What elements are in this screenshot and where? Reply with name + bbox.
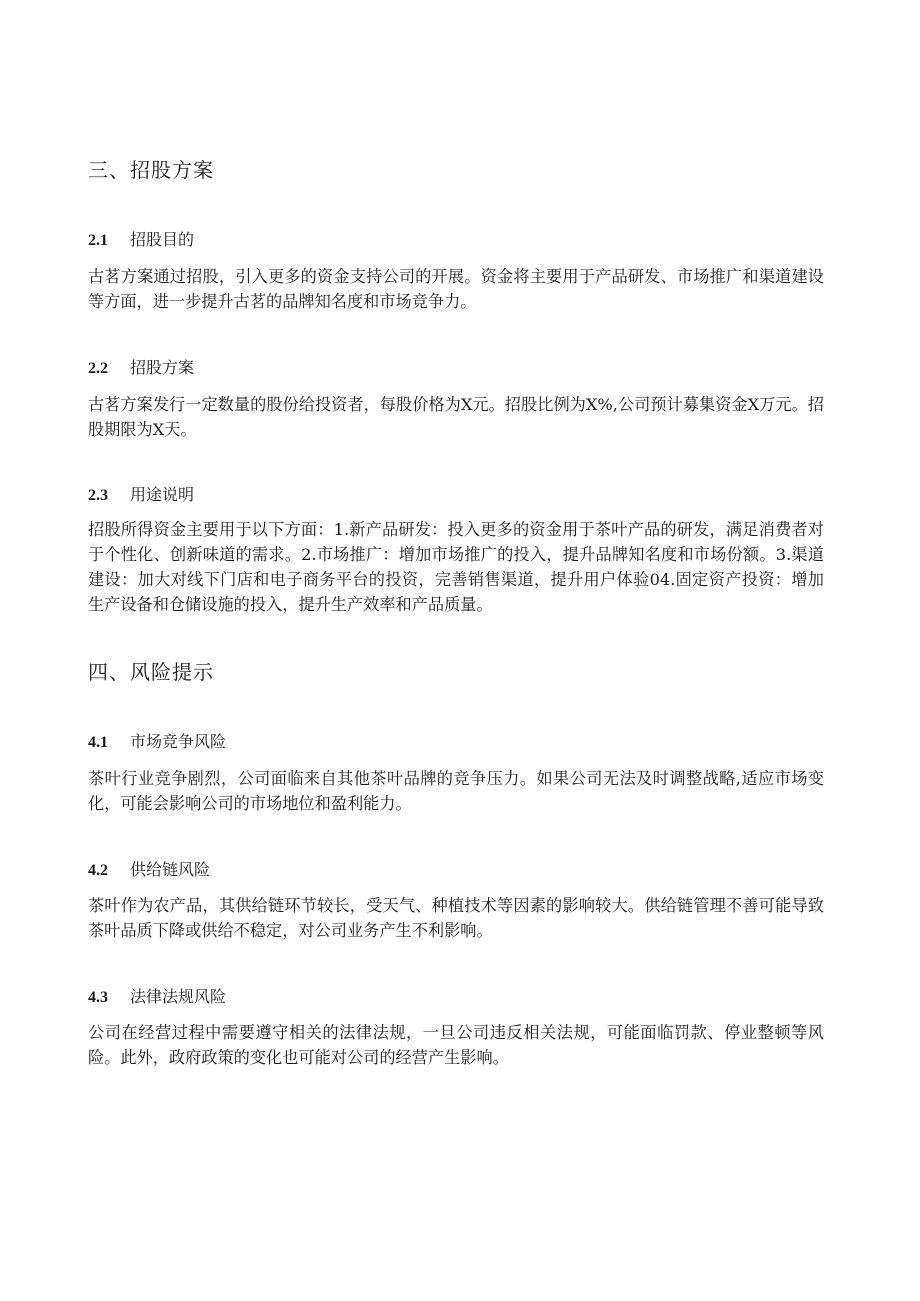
section-title: 招股目的 xyxy=(130,230,195,249)
section-title: 招股方案 xyxy=(130,358,195,377)
section-heading-4-3 xyxy=(88,986,226,1009)
section-body-2-3: 招股所得资金主要用于以下方面：1.新产品研发：投入更多的资金用于茶叶产品的研发，满足消费者对于个性化、创新味道的需求。2.市场推广：增加市场推广的投入，提升品牌知名度和市场份额。3.渠道建设：加大对线下门店和电子商务平台的投资，完善销售渠道，提升用户体验04.固定资产投资：增加生产设备和仓储设施的投入，提升生产效率和产品质量。 xyxy=(88,520,824,614)
section-number: 2.1 xyxy=(88,232,108,249)
section-heading-4-2 xyxy=(88,859,210,882)
section-number: 4.2 xyxy=(88,862,108,879)
section-body-2-2: 古茗方案发行一定数量的股份给投资者，每股价格为X元。招股比例为X%,公司预计募集资金X万元。招股期限为X天。 xyxy=(88,395,824,439)
section-body-4-2: 茶叶作为农产品，其供给链环节较长，受天气、种植技术等因素的影响较大。供给链管理不善可能导致茶叶品质下降或供给不稳定，对公司业务产生不利影响。 xyxy=(88,896,824,940)
section-body-4-3: 公司在经营过程中需要遵守相关的法律法规，一旦公司违反相关法规，可能面临罚款、停业整顿等风险。此外，政府政策的变化也可能对公司的经营产生影响。 xyxy=(88,1023,824,1067)
section-heading-2-2 xyxy=(88,357,194,380)
section-title: 法律法规风险 xyxy=(130,987,227,1006)
section-title: 用途说明 xyxy=(130,485,195,504)
section-title: 市场竞争风险 xyxy=(130,732,227,751)
chapter-heading-3: 三、招股方案 xyxy=(88,158,214,182)
section-number: 2.3 xyxy=(88,487,108,504)
section-number: 4.1 xyxy=(88,734,108,751)
section-number: 2.2 xyxy=(88,360,108,377)
section-title: 供给链风险 xyxy=(130,860,211,879)
section-heading-2-1 xyxy=(88,229,194,252)
section-body-4-1: 茶叶行业竞争剧烈，公司面临来自其他茶叶品牌的竞争压力。如果公司无法及时调整战略,适应市场变化，可能会影响公司的市场地位和盈利能力。 xyxy=(88,769,824,813)
section-heading-4-1 xyxy=(88,731,226,754)
chapter-heading-4: 四、风险提示 xyxy=(88,660,214,684)
section-heading-2-3 xyxy=(88,484,194,507)
section-body-2-1: 古茗方案通过招股，引入更多的资金支持公司的开展。资金将主要用于产品研发、市场推广和渠道建设等方面，进一步提升古茗的品牌知名度和市场竞争力。 xyxy=(88,267,824,311)
section-number: 4.3 xyxy=(88,989,108,1006)
